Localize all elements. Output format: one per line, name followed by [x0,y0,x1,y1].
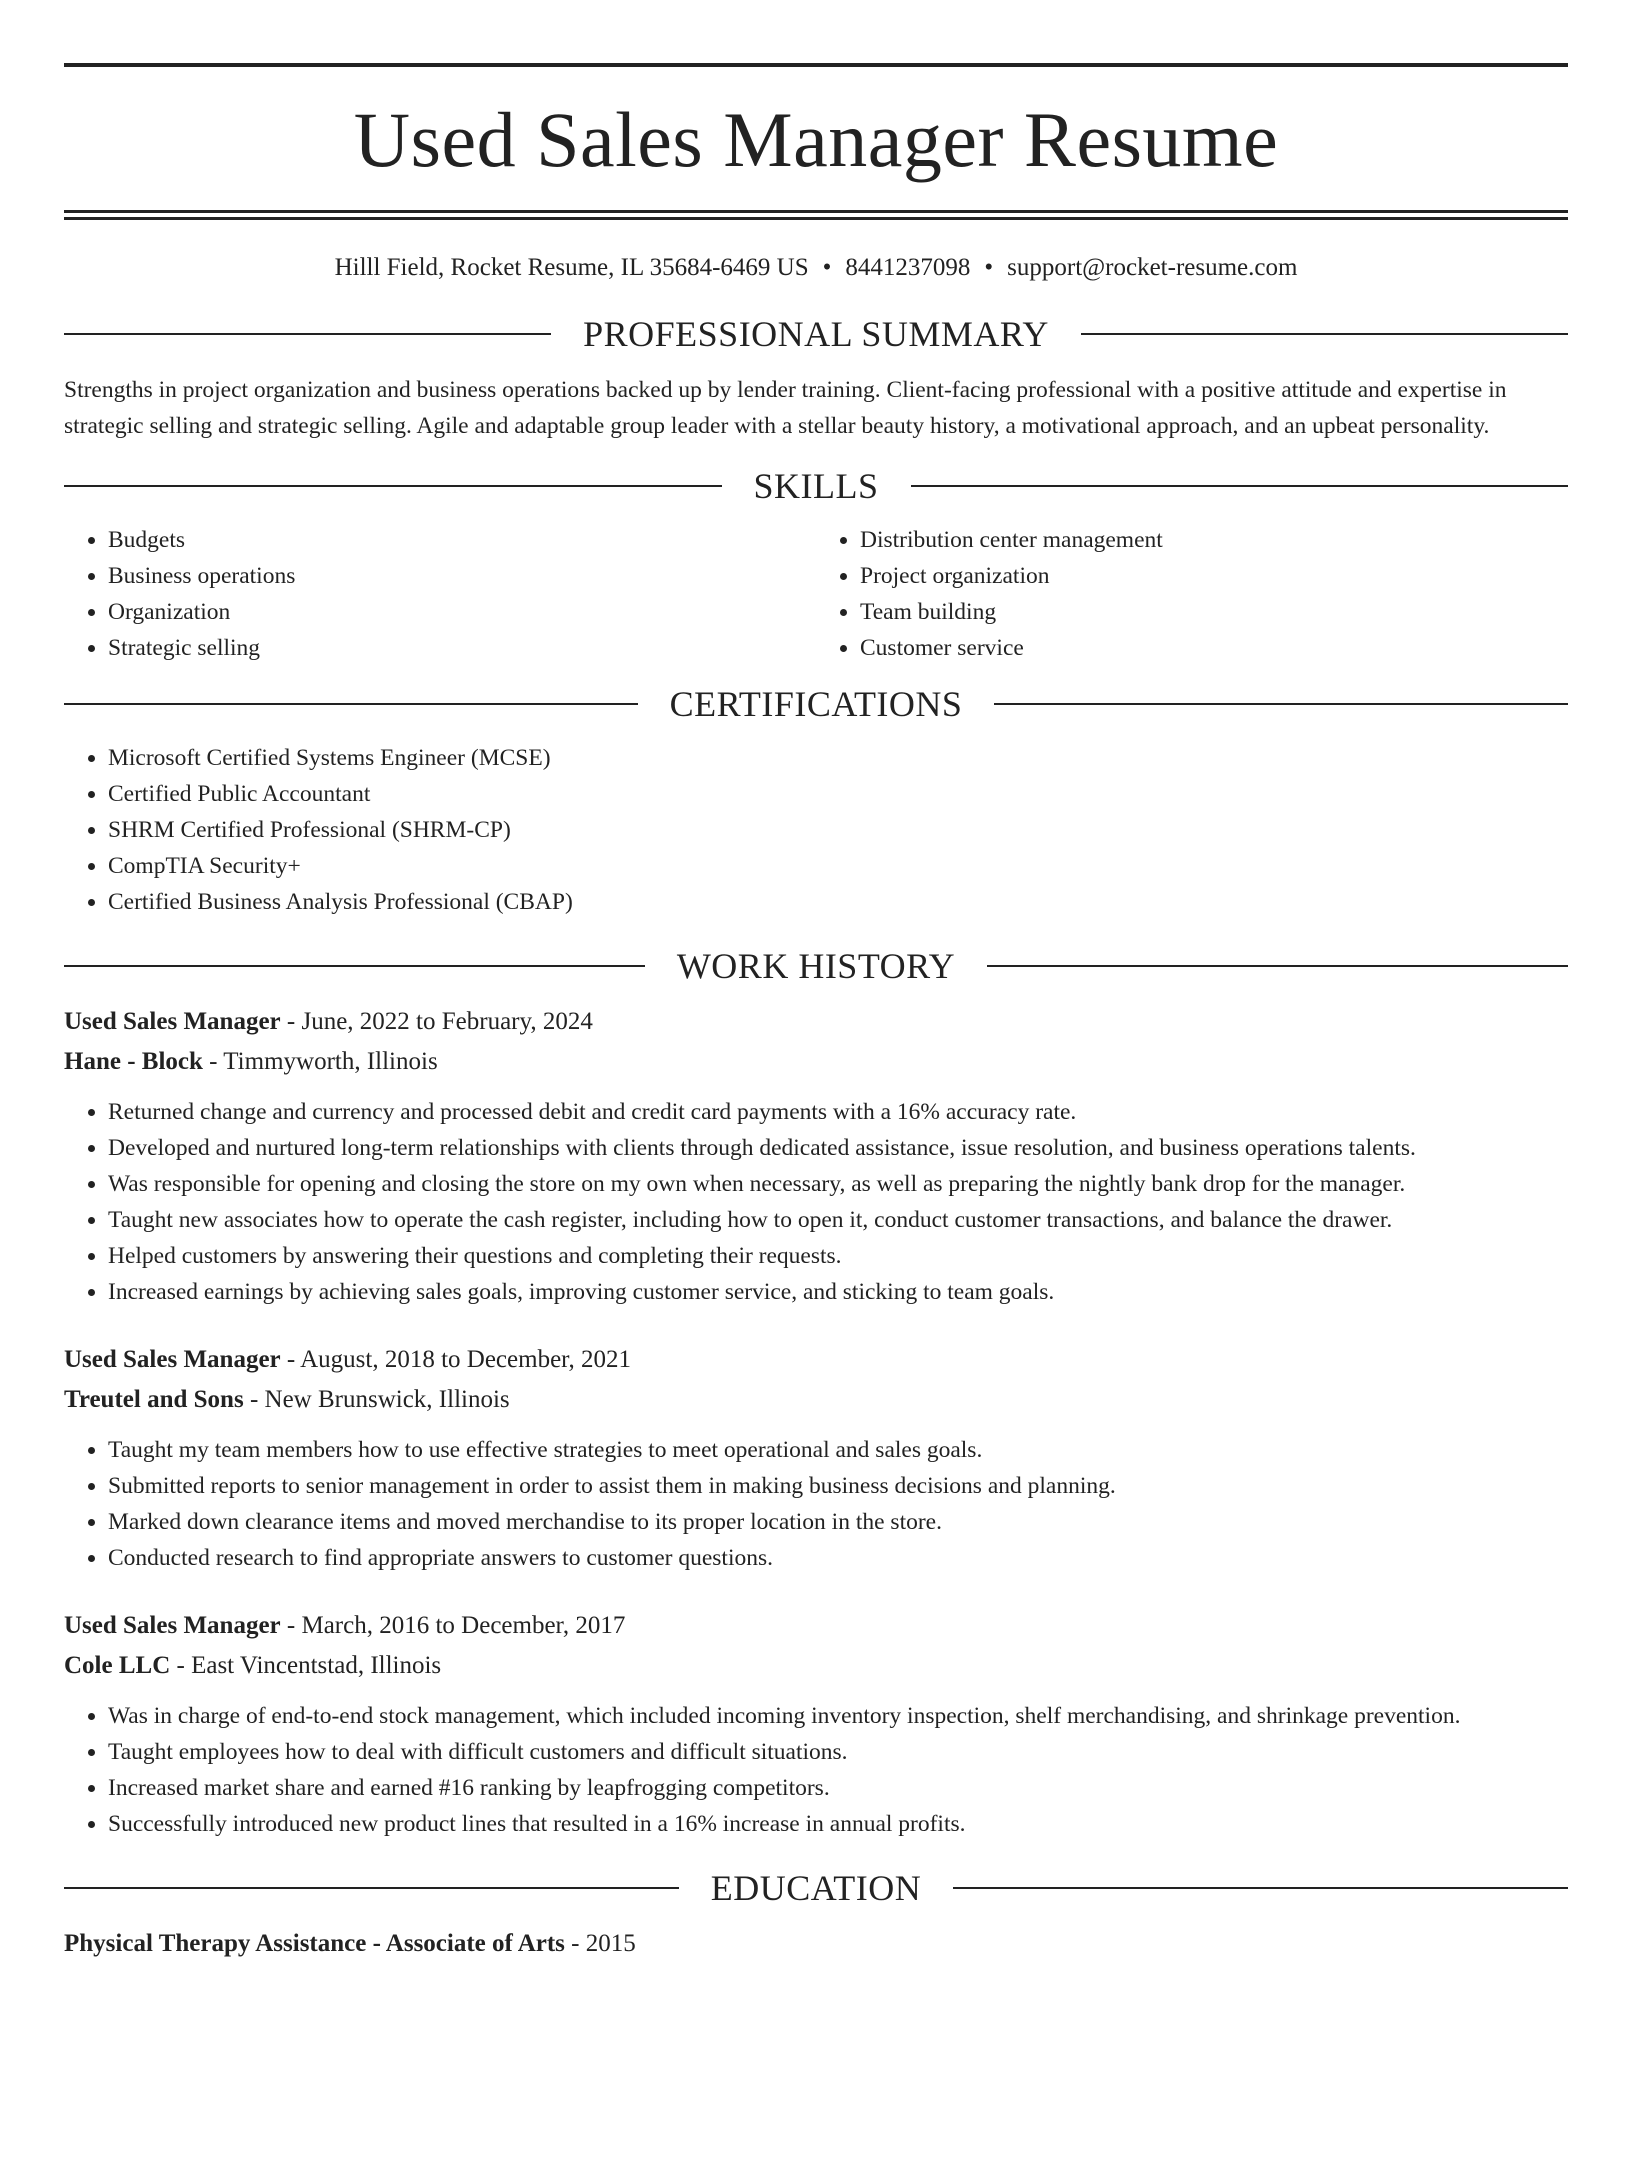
job-bullet: • Was in charge of end-to-end stock management, which included incoming inventory inspection, shelf merchandising, and shrinkage prevention. [108,1698,1568,1734]
job-company-line [64,1380,1568,1420]
certification-item: • SHRM Certified Professional (SHRM-CP) [108,812,1568,848]
section-title-education: EDUCATION [710,1868,922,1908]
contact-separator: • [822,254,832,281]
job-title: Used Sales Manager [64,1346,281,1373]
job-entry [64,1340,1568,1576]
job-bullet: • Increased earnings by achieving sales goals, improving customer service, and sticking to team goals. [108,1274,1568,1310]
job-bullet: • Conducted research to find appropriate answers to customer questions. [108,1540,1568,1576]
skills-grid [64,522,1568,666]
job-title-line [64,1606,1568,1646]
job-bullet: • Taught my team members how to use effective strategies to meet operational and sales goals. [108,1432,1568,1468]
certification-item: • Certified Business Analysis Professional (CBAP) [108,884,1568,920]
skills-list-right [816,522,1568,666]
skill-item: • Distribution center management [860,522,1568,558]
job-dates: - June, 2022 to February, 2024 [280,1008,593,1035]
divider [953,1887,1568,1889]
job-bullet: • Taught employees how to deal with difficult customers and difficult situations. [108,1734,1568,1770]
job-bullets [64,1432,1568,1576]
job-company: Cole LLC [64,1652,171,1679]
contact-phone: 8441237098 [845,254,971,281]
job-bullet: • Submitted reports to senior management in order to assist them in making business decisions and planning. [108,1468,1568,1504]
section-title-summary: PROFESSIONAL SUMMARY [583,314,1049,354]
section-header-work [64,948,1568,984]
job-entry [64,1606,1568,1842]
job-bullet: • Marked down clearance items and moved merchandise to its proper location in the store. [108,1504,1568,1540]
job-bullet: • Increased market share and earned #16 ranking by leapfrogging competitors. [108,1770,1568,1806]
section-header-certifications [64,686,1568,722]
resume-page [0,63,1632,2175]
job-bullet: • Helped customers by answering their questions and completing their requests. [108,1238,1568,1274]
divider [994,703,1568,705]
skill-item: • Team building [860,594,1568,630]
divider [911,485,1569,487]
section-header-summary [64,316,1568,352]
contact-separator: • [984,254,994,281]
job-location: - Timmyworth, Illinois [202,1048,438,1075]
job-company-line [64,1646,1568,1686]
job-title-line [64,1002,1568,1042]
job-dates: - March, 2016 to December, 2017 [280,1612,626,1639]
skill-item: • Strategic selling [108,630,816,666]
contact-address: Hilll Field, Rocket Resume, IL 35684-6469 US [334,254,809,281]
education-degree: Physical Therapy Assistance - Associate of Arts [64,1930,565,1957]
job-dates: - August, 2018 to December, 2021 [280,1346,631,1373]
divider [987,965,1568,967]
job-title: Used Sales Manager [64,1612,281,1639]
job-title: Used Sales Manager [64,1008,281,1035]
job-entry [64,1002,1568,1310]
job-company-line [64,1042,1568,1082]
contact-email: support@rocket-resume.com [1007,254,1298,281]
divider [64,965,645,967]
skill-item: • Organization [108,594,816,630]
job-title-line [64,1340,1568,1380]
job-bullet: • Developed and nurtured long-term relationships with clients through dedicated assistance, issue resolution, and business operations talents. [108,1130,1568,1166]
skills-list-left [64,522,816,666]
section-title-certifications: CERTIFICATIONS [669,684,963,724]
summary-text: Strengths in project organization and business operations backed up by lender training. Client-facing professional with a positive attitude and expertise in strategic selling and strategic selling. Agile and adaptable group leader with a stellar beauty history, a motivational approach, and an upbeat personality. [64,377,1507,439]
skill-item: • Customer service [860,630,1568,666]
section-header-skills [64,468,1568,504]
education-year: - 2015 [564,1930,636,1957]
divider [64,1887,679,1889]
job-location: - New Brunswick, Illinois [243,1386,510,1413]
section-title-skills: SKILLS [753,466,879,506]
divider [64,703,638,705]
certifications-list [64,740,1568,920]
skill-item: • Business operations [108,558,816,594]
skill-item: • Budgets [108,522,816,558]
section-title-work: WORK HISTORY [676,946,956,986]
contact-line [64,255,1568,280]
job-bullet: • Was responsible for opening and closing the store on my own when necessary, as well as preparing the nightly bank drop for the manager. [108,1166,1568,1202]
top-rule [64,63,1568,67]
job-bullet: • Taught new associates how to operate the cash register, including how to open it, conduct customer transactions, and balance the drawer. [108,1202,1568,1238]
education-entry [64,1924,1568,1964]
job-bullets [64,1094,1568,1310]
job-bullet: • Returned change and currency and processed debit and credit card payments with a 16% accuracy rate. [108,1094,1568,1130]
section-header-education [64,1870,1568,1906]
job-location: - East Vincentstad, Illinois [170,1652,442,1679]
job-company: Treutel and Sons [64,1386,244,1413]
divider [64,485,722,487]
certification-item: • Certified Public Accountant [108,776,1568,812]
divider [64,333,551,335]
title-double-rule [64,210,1568,220]
certification-item: • Microsoft Certified Systems Engineer (MCSE) [108,740,1568,776]
job-company: Hane - Block [64,1048,203,1075]
job-bullets [64,1698,1568,1842]
job-bullet: • Successfully introduced new product lines that resulted in a 16% increase in annual profits. [108,1806,1568,1842]
certification-item: • CompTIA Security+ [108,848,1568,884]
divider [1081,333,1568,335]
resume-title: Used Sales Manager Resume [353,96,1279,183]
skill-item: • Project organization [860,558,1568,594]
